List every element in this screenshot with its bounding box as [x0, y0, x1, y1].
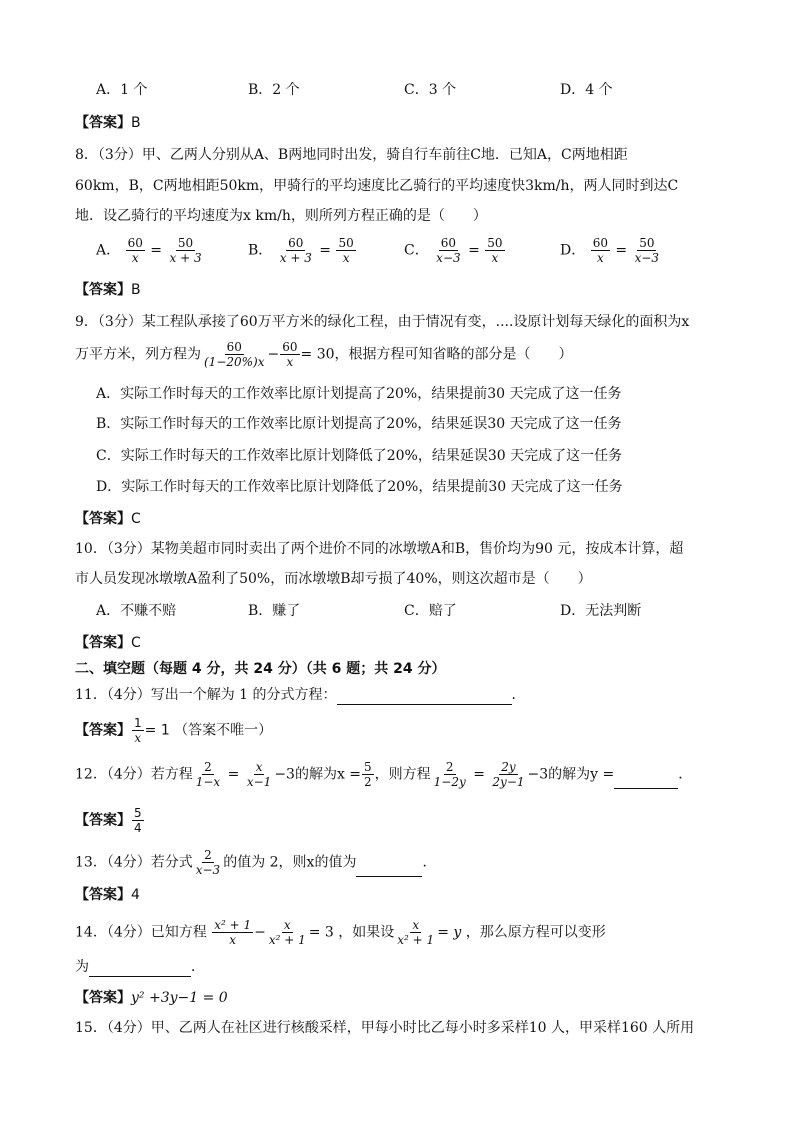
q8-option-a: A． $\frac{60}{x}$ = $\frac{50}{x + 3}$: [96, 236, 202, 265]
q15-stem-line1: 15．（4分）甲、乙两人在社区进行核酸采样，甲每小时比乙每小时多采样10 人，甲采样160 人所用: [75, 1020, 695, 1036]
q12-blank[interactable]: [614, 774, 678, 789]
q9-option-b: B．实际工作时每天的工作效率比原计划提高了20%，结果延误30 天完成了这一任务: [96, 416, 622, 432]
q13-stem: 13．（4分）若分式 $\frac{2}{x-3}$ 的值为 2，则x的值为 ．: [75, 848, 437, 877]
q13-answer: 【答案】4: [75, 887, 140, 903]
q7-option-b: B．2 个: [248, 82, 300, 98]
q7-option-d: D．4 个: [560, 82, 613, 98]
q12-stem: 12．（4分）若方程 $\frac{2}{1-x}$ = $\frac{x}{x-1}$ −3的解为x = $\frac{5}{2}$ ，则方程 $\frac{2}{1-2y}$ = $\frac{2y}{2y-1}$ −3的解为y = ．: [75, 760, 693, 789]
q8-option-b: B． $\frac{60}{x + 3}$ = $\frac{50}{x}$: [248, 236, 354, 265]
q9-option-a: A．实际工作时每天的工作效率比原计划提高了20%，结果提前30 天完成了这一任务: [96, 386, 622, 402]
q9-answer: 【答案】C: [75, 511, 141, 527]
q11-blank[interactable]: [337, 690, 512, 705]
q9-stem-line2: 万平方米，列方程为 $\frac{60}{(1-20\%)x}$ − $\frac{60}{x}$ = 30，根据方程可知省略的部分是（ ）: [75, 340, 573, 369]
q10-option-c: C．赔了: [404, 603, 457, 619]
q14-blank[interactable]: [89, 962, 191, 977]
q14-answer: 【答案】y² +3y−1 = 0: [75, 990, 228, 1006]
q8-stem-line3: 地．设乙骑行的平均速度为x km/h，则所列方程正确的是（ ）: [75, 208, 487, 224]
q14-stem-line2: 为 ．: [75, 959, 205, 975]
q7-option-a: A．1 个: [96, 82, 148, 98]
q10-stem-line1: 10．（3分）某物美超市同时卖出了两个进价不同的冰墩墩A和B，售价均为90 元，按成本计算，超: [75, 541, 684, 557]
section-heading: 二、填空题（每题 4 分，共 24 分）（共 6 题；共 24 分）: [75, 661, 446, 677]
q8-option-d: D． $\frac{60}{x}$ = $\frac{50}{x-3}$: [560, 236, 660, 265]
q11-answer: 【答案】 $\frac{1}{x}$ = 1 （答案不唯一）: [75, 716, 273, 745]
q8-answer: 【答案】B: [75, 282, 141, 298]
q8-stem-line1: 8．（3分）甲、乙两人分别从A、B两地同时出发，骑自行车前往C地．已知A，C两地相距: [75, 147, 628, 163]
q9-stem-line1: 9．（3分）某工程队承接了60万平方米的绿化工程，由于情况有变，....设原计划每天绿化的面积为x: [75, 314, 690, 330]
q9-option-c: C．实际工作时每天的工作效率比原计划降低了20%，结果延误30 天完成了这一任务: [96, 448, 623, 464]
q10-option-b: B．赚了: [248, 603, 301, 619]
q9-option-d: D．实际工作时每天的工作效率比原计划降低了20%，结果提前30 天完成了这一任务: [96, 479, 623, 495]
q10-option-a: A．不赚不赔: [96, 603, 177, 619]
q8-option-c: C． $\frac{60}{x-3}$ = $\frac{50}{x}$: [404, 236, 503, 265]
q13-blank[interactable]: [356, 862, 422, 877]
q12-answer: 【答案】 $\frac{5}{4}$: [75, 806, 142, 835]
q10-option-d: D．无法判断: [560, 603, 642, 619]
q7-answer: 【答案】B: [75, 115, 141, 131]
q7-option-c: C．3 个: [404, 82, 457, 98]
q14-stem-line1: 14．（4分）已知方程 $\frac{\text{x² + 1}}{x}$ − $\frac{x}{\text{x² + 1}}$ = 3 ，如果设 $\frac{x}{\text{x² + 1}}$ = y ，那么原方程可以变形: [75, 918, 606, 947]
q10-answer: 【答案】C: [75, 635, 141, 651]
q10-stem-line2: 市人员发现冰墩墩A盈利了50%，而冰墩墩B却亏损了40%，则这次超市是（ ）: [75, 571, 592, 587]
q8-stem-line2: 60km，B，C两地相距50km，甲骑行的平均速度比乙骑行的平均速度快3km/h，两人同时到达C: [75, 178, 679, 194]
q11-stem: 11．（4分）写出一个解为 1 的分式方程： ．: [75, 687, 526, 703]
